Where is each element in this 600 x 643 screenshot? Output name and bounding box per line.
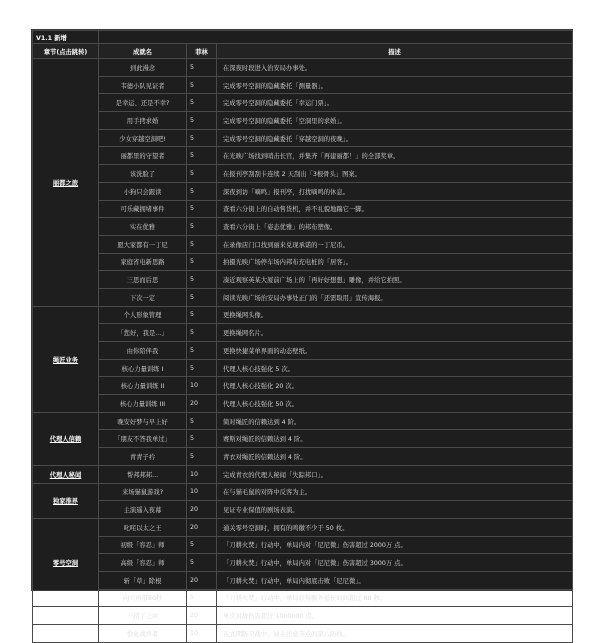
achievement-name: 主演遥入夜幕 bbox=[99, 501, 187, 519]
achievement-desc: 凑近观察英某大厦前广场上的「再好好想想」雕像，并给它拍照。 bbox=[217, 271, 573, 289]
achievement-points: 5 bbox=[187, 182, 217, 200]
achievement-row bbox=[33, 342, 573, 360]
achievement-points: 5 bbox=[187, 536, 217, 554]
achievement-points: 5 bbox=[187, 412, 217, 430]
achievement-desc: 在光映广场找到哨击长官，并集齐「再建丽都！」的全部奖章。 bbox=[217, 147, 573, 165]
achievement-table bbox=[32, 30, 573, 643]
achievement-points: 10 bbox=[187, 465, 217, 483]
achievement-row bbox=[33, 377, 573, 395]
achievement-points: 5 bbox=[187, 165, 217, 183]
achievement-points: 5 bbox=[187, 271, 217, 289]
achievement-name: 三思而后思 bbox=[99, 271, 187, 289]
achievement-points: 5 bbox=[187, 288, 217, 306]
achievement-name: 核心力量训练 III bbox=[99, 395, 187, 413]
achievement-points: 5 bbox=[187, 306, 217, 324]
achievement-name: 该洗脸了 bbox=[99, 165, 187, 183]
achievement-points: 5 bbox=[187, 253, 217, 271]
achievement-row bbox=[33, 218, 573, 236]
achievement-points: 5 bbox=[187, 147, 217, 165]
version-spacer bbox=[99, 31, 573, 44]
achievement-name: 韦德小队见证者 bbox=[99, 76, 187, 94]
achievement-name: 丽都里的守望者 bbox=[99, 147, 187, 165]
achievement-name: 到此漫念 bbox=[99, 59, 187, 77]
achievement-name: 核心力量训练 I bbox=[99, 359, 187, 377]
achievement-points: 10 bbox=[187, 625, 217, 643]
achievement-desc: 「刀耕火焚」行动中，单局内彻底击败「尼尼微」。 bbox=[217, 571, 573, 589]
achievement-row bbox=[33, 607, 573, 625]
achievement-name: 愿大家都有一丁尼 bbox=[99, 235, 187, 253]
achievement-desc: 「刀耕火焚」行动中，单局内对「尼尼微」伤害超过 2000万 点。 bbox=[217, 536, 573, 554]
achievement-desc: 深夜到访「嘀鸣」报刊亭，打扰嘀鸣的休息。 bbox=[217, 182, 573, 200]
achievement-row bbox=[33, 288, 573, 306]
achievement-points: 5 bbox=[187, 218, 217, 236]
achievement-points: 5 bbox=[187, 112, 217, 130]
achievement-row bbox=[33, 359, 573, 377]
achievement-row bbox=[33, 165, 573, 183]
achievement-name: 晚安好梦与早上好 bbox=[99, 412, 187, 430]
achievement-row bbox=[33, 271, 573, 289]
achievement-row bbox=[33, 59, 573, 77]
achievement-desc: 代理人核心技强化 50 次。 bbox=[217, 395, 573, 413]
achievement-name: 帮邦邦邦... bbox=[99, 465, 187, 483]
achievement-points: 20 bbox=[187, 607, 217, 625]
header-name: 成就名 bbox=[99, 44, 187, 59]
chapter-link[interactable]: 独家推界 bbox=[33, 483, 99, 518]
achievement-points: 5 bbox=[187, 235, 217, 253]
version-row bbox=[33, 31, 573, 44]
achievement-row bbox=[33, 253, 573, 271]
achievement-name: 小狗只会跟读 bbox=[99, 182, 187, 200]
achievement-row bbox=[33, 200, 573, 218]
chapter-link[interactable]: 作战技巧 bbox=[33, 607, 99, 625]
achievement-desc: 青衣对绳匠的信赖达到 4 阶。 bbox=[217, 448, 573, 466]
achievement-row bbox=[33, 518, 573, 536]
achievement-desc: 单次对敌伤害超过 1000000 点。 bbox=[217, 607, 573, 625]
achievement-points: 5 bbox=[187, 94, 217, 112]
achievement-name: 实在优雅 bbox=[99, 218, 187, 236]
version-label: V1.1 新增 bbox=[33, 31, 99, 44]
achievement-name: 核心力量训练 II bbox=[99, 377, 187, 395]
chapter-link[interactable]: 丽都之旅 bbox=[33, 59, 99, 307]
achievement-row bbox=[33, 182, 573, 200]
achievement-desc: 完成零号空洞的隐藏委托「空洞里的求婚」。 bbox=[217, 112, 573, 130]
achievement-desc: 完成零号空洞的隐藏委托「穿越空洞的夜晚」。 bbox=[217, 129, 573, 147]
achievement-row bbox=[33, 536, 573, 554]
achievement-name: 青青子衿 bbox=[99, 448, 187, 466]
achievement-points: 10 bbox=[187, 377, 217, 395]
achievement-desc: 赛斯对绳匠的信赖达到 4 阶。 bbox=[217, 430, 573, 448]
achievement-name: 「您好，我是...」 bbox=[99, 324, 187, 342]
achievement-desc: 在式期防卫战中，通关任意节点的第八防线。 bbox=[217, 625, 573, 643]
achievement-row bbox=[33, 324, 573, 342]
achievement-name: 用手拷求婚 bbox=[99, 112, 187, 130]
achievement-name: 向天再借60秒 bbox=[99, 589, 187, 607]
achievement-desc: 代理人核心技强化 5 次。 bbox=[217, 359, 573, 377]
achievement-row bbox=[33, 306, 573, 324]
achievement-name: 家庭省电新思路 bbox=[99, 253, 187, 271]
achievement-points: 20 bbox=[187, 501, 217, 519]
achievement-desc: 查看六分街上的自动售货机，并不礼貌地踹它一脚。 bbox=[217, 200, 573, 218]
achievement-row bbox=[33, 625, 573, 643]
achievement-row bbox=[33, 235, 573, 253]
achievement-name: 由你陪伴我 bbox=[99, 342, 187, 360]
achievement-points: 5 bbox=[187, 200, 217, 218]
achievement-name: 下次一定 bbox=[99, 288, 187, 306]
achievement-points: 5 bbox=[187, 59, 217, 77]
achievement-desc: 代理人核心技强化 20 次。 bbox=[217, 377, 573, 395]
achievement-points: 5 bbox=[187, 448, 217, 466]
achievement-points: 5 bbox=[187, 324, 217, 342]
achievement-points: 5 bbox=[187, 129, 217, 147]
chapter-link[interactable]: 战斗成就 bbox=[33, 625, 99, 643]
achievement-desc: 阅读光映广场治安局办事处正门的「还需取用」宣传海报。 bbox=[217, 288, 573, 306]
achievement-name: 个人形象管理 bbox=[99, 306, 187, 324]
achievement-name: 「朋友不答我单过」 bbox=[99, 430, 187, 448]
achievement-row bbox=[33, 94, 573, 112]
achievement-desc: 在录像店门口找到丽来兑现承诺的一丁尼币。 bbox=[217, 235, 573, 253]
achievement-desc: 完成零号空洞的隐藏委托「测量器」。 bbox=[217, 76, 573, 94]
achievement-desc: 更换绳网名片。 bbox=[217, 324, 573, 342]
achievement-row bbox=[33, 412, 573, 430]
achievement-points: 5 bbox=[187, 359, 217, 377]
achievement-points: 10 bbox=[187, 483, 217, 501]
achievement-desc: 拍摄光映广场停车场内邦布充电桩的「居客」。 bbox=[217, 253, 573, 271]
achievement-points: 5 bbox=[187, 554, 217, 572]
achievement-row bbox=[33, 465, 573, 483]
achievement-row bbox=[33, 430, 573, 448]
achievement-desc: 完成零号空洞的隐藏委托「幸运门票」。 bbox=[217, 94, 573, 112]
achievement-row bbox=[33, 589, 573, 607]
achievement-row bbox=[33, 129, 573, 147]
achievement-desc: 在报刊亭刮刮卡连续 2 天刮出「3根骨头」图案。 bbox=[217, 165, 573, 183]
achievement-name: 一招了之III bbox=[99, 607, 187, 625]
achievement-desc: 通关零号空洞时，拥有的鸣徽不少于 50 枚。 bbox=[217, 518, 573, 536]
chapter-link[interactable]: 代理人信赖 bbox=[33, 412, 99, 465]
achievement-row bbox=[33, 147, 573, 165]
chapter-link[interactable]: 零号空洞 bbox=[33, 518, 99, 606]
achievement-name: 斩「草」除根 bbox=[99, 571, 187, 589]
achievement-row bbox=[33, 395, 573, 413]
achievement-desc: 查看六分街上「姿态优雅」的邦布塑像。 bbox=[217, 218, 573, 236]
header-points: 菲林 bbox=[187, 44, 217, 59]
achievement-points: 5 bbox=[187, 589, 217, 607]
header-desc: 描述 bbox=[217, 44, 573, 59]
achievement-points: 5 bbox=[187, 76, 217, 94]
achievement-name: 高级「容忍」师 bbox=[99, 554, 187, 572]
achievement-desc: 在与猫毛鼠的对阵中反客为主。 bbox=[217, 483, 573, 501]
achievement-row bbox=[33, 112, 573, 130]
achievement-row bbox=[33, 554, 573, 572]
achievement-points: 5 bbox=[187, 430, 217, 448]
achievement-desc: 「刀耕火焚」行动中，单局获得额外延长时间超过 60 秒。 bbox=[217, 589, 573, 607]
achievement-desc: 在深夜时段进入治安局办事处。 bbox=[217, 59, 573, 77]
chapter-link[interactable]: 代理人秘闻 bbox=[33, 465, 99, 483]
achievement-name: 可乐藏拥堵事件 bbox=[99, 200, 187, 218]
achievement-row bbox=[33, 448, 573, 466]
achievement-desc: 见证专业保值的剧场表演。 bbox=[217, 501, 573, 519]
header-chapter: 章节(点击跳转) bbox=[33, 44, 99, 59]
achievement-desc: 简对绳匠的信赖达到 4 阶。 bbox=[217, 412, 573, 430]
achievement-points: 20 bbox=[187, 571, 217, 589]
achievement-row bbox=[33, 571, 573, 589]
achievement-name: 恰免战终者 bbox=[99, 625, 187, 643]
achievement-sheet bbox=[31, 29, 573, 638]
achievement-desc: 更换绳网头像。 bbox=[217, 306, 573, 324]
achievement-desc: 「刀耕火焚」行动中，单局内对「尼尼微」伤害超过 3000万 点。 bbox=[217, 554, 573, 572]
achievement-points: 20 bbox=[187, 395, 217, 413]
achievement-name: 叱咤以太之王 bbox=[99, 518, 187, 536]
achievement-row bbox=[33, 483, 573, 501]
achievement-row bbox=[33, 501, 573, 519]
achievement-name: 来场猫鼠游戏? bbox=[99, 483, 187, 501]
achievement-name: 是幸运、还是不幸? bbox=[99, 94, 187, 112]
achievement-points: 20 bbox=[187, 518, 217, 536]
achievement-name: 少女穿越空洞吧! bbox=[99, 129, 187, 147]
achievement-desc: 完成青衣的代理人秘闻「失踪邦口」。 bbox=[217, 465, 573, 483]
achievement-points: 5 bbox=[187, 342, 217, 360]
achievement-name: 初级「容忍」师 bbox=[99, 536, 187, 554]
achievement-row bbox=[33, 76, 573, 94]
achievement-desc: 更换快捷菜单界面的动态壁纸。 bbox=[217, 342, 573, 360]
chapter-link[interactable]: 绳匠业务 bbox=[33, 306, 99, 412]
header-row bbox=[33, 44, 573, 59]
